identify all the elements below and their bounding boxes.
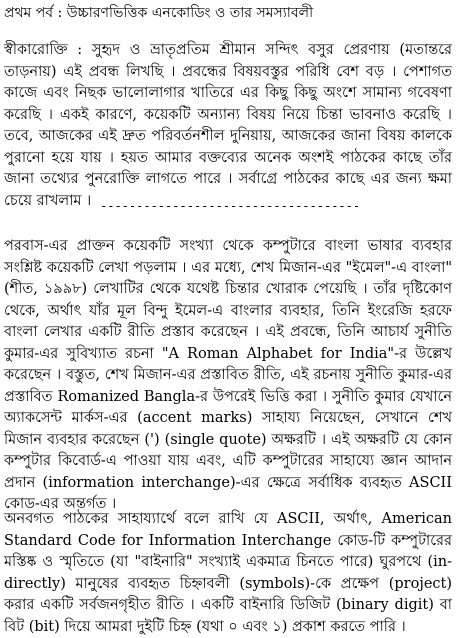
section-heading: প্রথম পর্ব : উচ্চারণভিত্তিক এনকোডিং ও তার সমস্যাবলী <box>4 5 314 21</box>
paragraph-ascii-explanation: অনবগত পাঠকের সাহায্যার্থে বলে রাখি যে ASCII, অর্থাৎ, American Standard Code for Information Interchange কোড-টি কম্পুটারের মস্তিষ্ক ও স্মৃতিতে (যা "বাইনারি" সংখ্যাই একমাত্র চিনতে পারে) ঘুরপথে (in-directly) মানুষের ব্যবহৃত চিহ্নাবলী (symbols)-কে প্রক্ষেপ (project) করার একটি সর্বজনগৃহীত রীতি । একটি বাইনারি ডিজিট (binary digit) বা বিট (bit) দিয়ে আমরা দুইটি চিহ্ন (যথা ০ এবং ১) প্রকাশ করতে পারি । <box>4 511 452 635</box>
paragraph-acknowledgement: স্বীকারোক্তি : সুহৃদ ও ভ্রাতৃপ্রতিম শ্রীমান সন্দিৎ বসুর প্রেরণায় (মতান্তরে তাড়নায়) এই প্রবন্ধ লিখছি । প্রবন্ধের বিষয়বস্তুর পরিধি বেশ বড় । পেশাগত কাজে এবং নিছক ভালোলাগার খাতিরে এর কিছু কিছু অংশে সামান্য গবেষণা করেছি । একই কারণে, কয়েকটি অন্যান্য বিষয় নিয়ে চিন্তা ভাবনাও করেছি । তবে, আজকের এই দ্রুত পরিবর্তনশীল দুনিয়ায়, আজকের জানা বিষয় কালকে পুরানো হয়ে যায় । হয়ত আমার বক্তব্যের অনেক অংশই পাঠকের কাছে তাঁর জানা তথ্যের পুনরোক্তি লাগতে পারে । সর্বাগ্রে পাঠকের কাছে এর জন্য ক্ষমা চেয়ে রাখলাম । <box>4 42 452 209</box>
separator-line: ------------------------------------ <box>100 199 361 213</box>
paragraph-background: পরবাস-এর প্রাক্তন কয়েকটি সংখ্যা থেকে কম্পুটারে বাংলা ভাষার ব্যবহার সংশ্লিষ্ট কয়েকটি লেখা পড়লাম । এর মধ্যে, শেখ মিজান-এর "ইমেল"-এ বাংলা" (শীত, ১৯৯৮) লেখাটির থেকে যথেষ্ট চিন্তার খোরাক পেয়েছি । তাঁর দৃষ্টিকোণ থেকে, অর্থাৎ যাঁর মূল বিন্দু ইমেল-এ বাংলার ব্যবহার, তিনি ইংরেজি হরফে বাংলা লেখার একটি রীতি প্রস্তাব করেছেন । এই প্রবন্ধে, তিনি আচার্য সুনীতি কুমার-এর সুবিখ্যাত রচনা "A Roman Alphabet for India"-র উল্লেখ করেছেন । বস্তুত, শেখ মিজান-এর প্রস্তাবিত রীতি, এই রচনায় সুনীতি কুমার-এর প্রস্তাবিত Romanized Bangla-র উপরেই ভিত্তি করা । সুনীতি কুমার যেখানে অ্যাকসেন্ট মার্কস-এর (accent marks) সাহায্য নিয়েছেন, সেখানে শেখ মিজান ব্যবহার করেছেন (') (single quote) অক্ষরটি । এই অক্ষরটি যে কোন কম্পুটার কিবোর্ড-এ পাওয়া যায় এবং, এটি কম্পুটারের সাহায্যে জ্ঞান আদান প্রদান (information interchange)-এর ক্ষেত্রে সর্বাধিক ব্যবহৃত ASCII কোড-এর অন্তর্গত । <box>4 238 452 512</box>
